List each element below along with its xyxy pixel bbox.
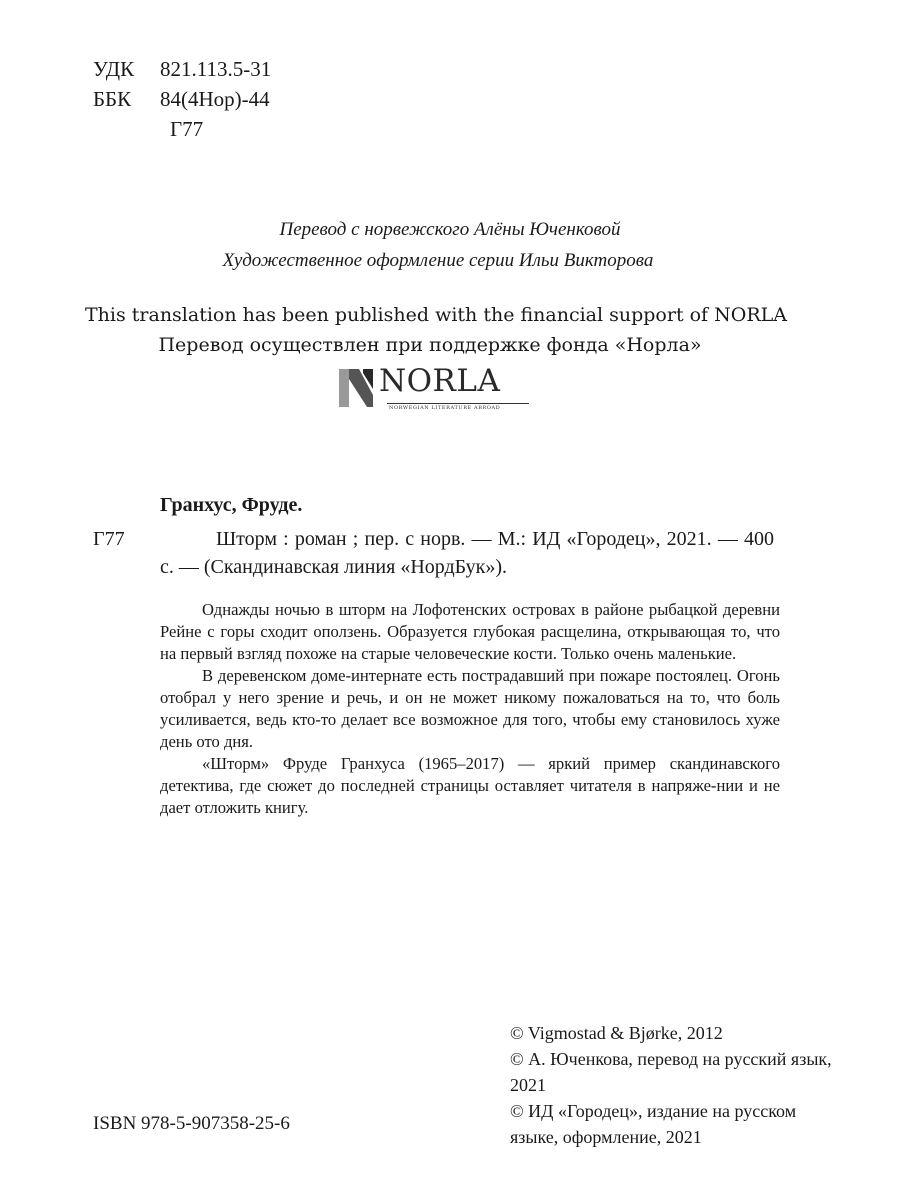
annotation-paragraph: «Шторм» Фруде Гранхуса (1965–2017) — яркий пример скандинавского детектива, где сюжет до последней страницы оставляет читателя в напряже-нии и не дает отложить книгу. bbox=[160, 754, 780, 817]
isbn: ISBN 978-5-907358-25-6 bbox=[93, 1113, 290, 1134]
translation-credit: Перевод с норвежского Алёны Юченковой bbox=[279, 219, 621, 240]
norla-n-mark-icon bbox=[337, 365, 377, 409]
norla-rule bbox=[387, 403, 529, 404]
copyright-line: © Vigmostad & Bjørke, 2012 bbox=[510, 1023, 723, 1043]
copyright-line: © ИД «Городец», издание на русском языке, оформление, 2021 bbox=[510, 1101, 797, 1147]
copyright-block bbox=[510, 1020, 840, 1150]
copyright-line: © А. Юченкова, перевод на русский язык, 2021 bbox=[510, 1049, 832, 1095]
catalog-author: Гранхус, Фруде. bbox=[160, 494, 303, 516]
norla-tagline: NORWEGIAN LITERATURE ABROAD bbox=[389, 405, 501, 411]
annotation-paragraph: В деревенском доме-интернате есть пострадавший при пожаре постоялец. Огонь отобрал у него зрение и речь, и он не может никому пожаловаться на то, что боль усиливается, ведь кто-то делает все возможное для того, чтобы ему становилось хуже день ото дня. bbox=[160, 666, 780, 751]
catalog-description: Шторм : роман ; пер. с норв. — М.: ИД «Городец», 2021. — 400 с. — (Скандинавская линия «НордБук»). bbox=[160, 528, 774, 578]
norla-wordmark: NORLA bbox=[379, 363, 501, 399]
udk-label: УДК bbox=[93, 57, 135, 81]
design-credit: Художественное оформление серии Ильи Викторова bbox=[222, 250, 654, 271]
author-mark: Г77 bbox=[170, 117, 204, 141]
annotation-paragraph: Однажды ночью в шторм на Лофотенских островах в районе рыбацкой деревни Рейне с горы сходит оползень. Образуется глубокая расщелина, открывающая то, что на первый взгляд похоже на старые человеческие кости. Только очень маленькие. bbox=[160, 600, 780, 663]
bbk-value: 84(4Нор)-44 bbox=[160, 87, 270, 111]
catalog-author-mark: Г77 bbox=[93, 528, 125, 550]
annotation bbox=[160, 599, 780, 819]
support-russian: Перевод осуществлен при поддержке фонда «Норла» bbox=[158, 334, 702, 356]
support-english: This translation has been published with the financial support of NORLA bbox=[85, 304, 787, 326]
bbk-label: ББК bbox=[93, 87, 132, 111]
norla-logo bbox=[337, 365, 537, 411]
udk-value: 821.113.5-31 bbox=[160, 57, 272, 81]
